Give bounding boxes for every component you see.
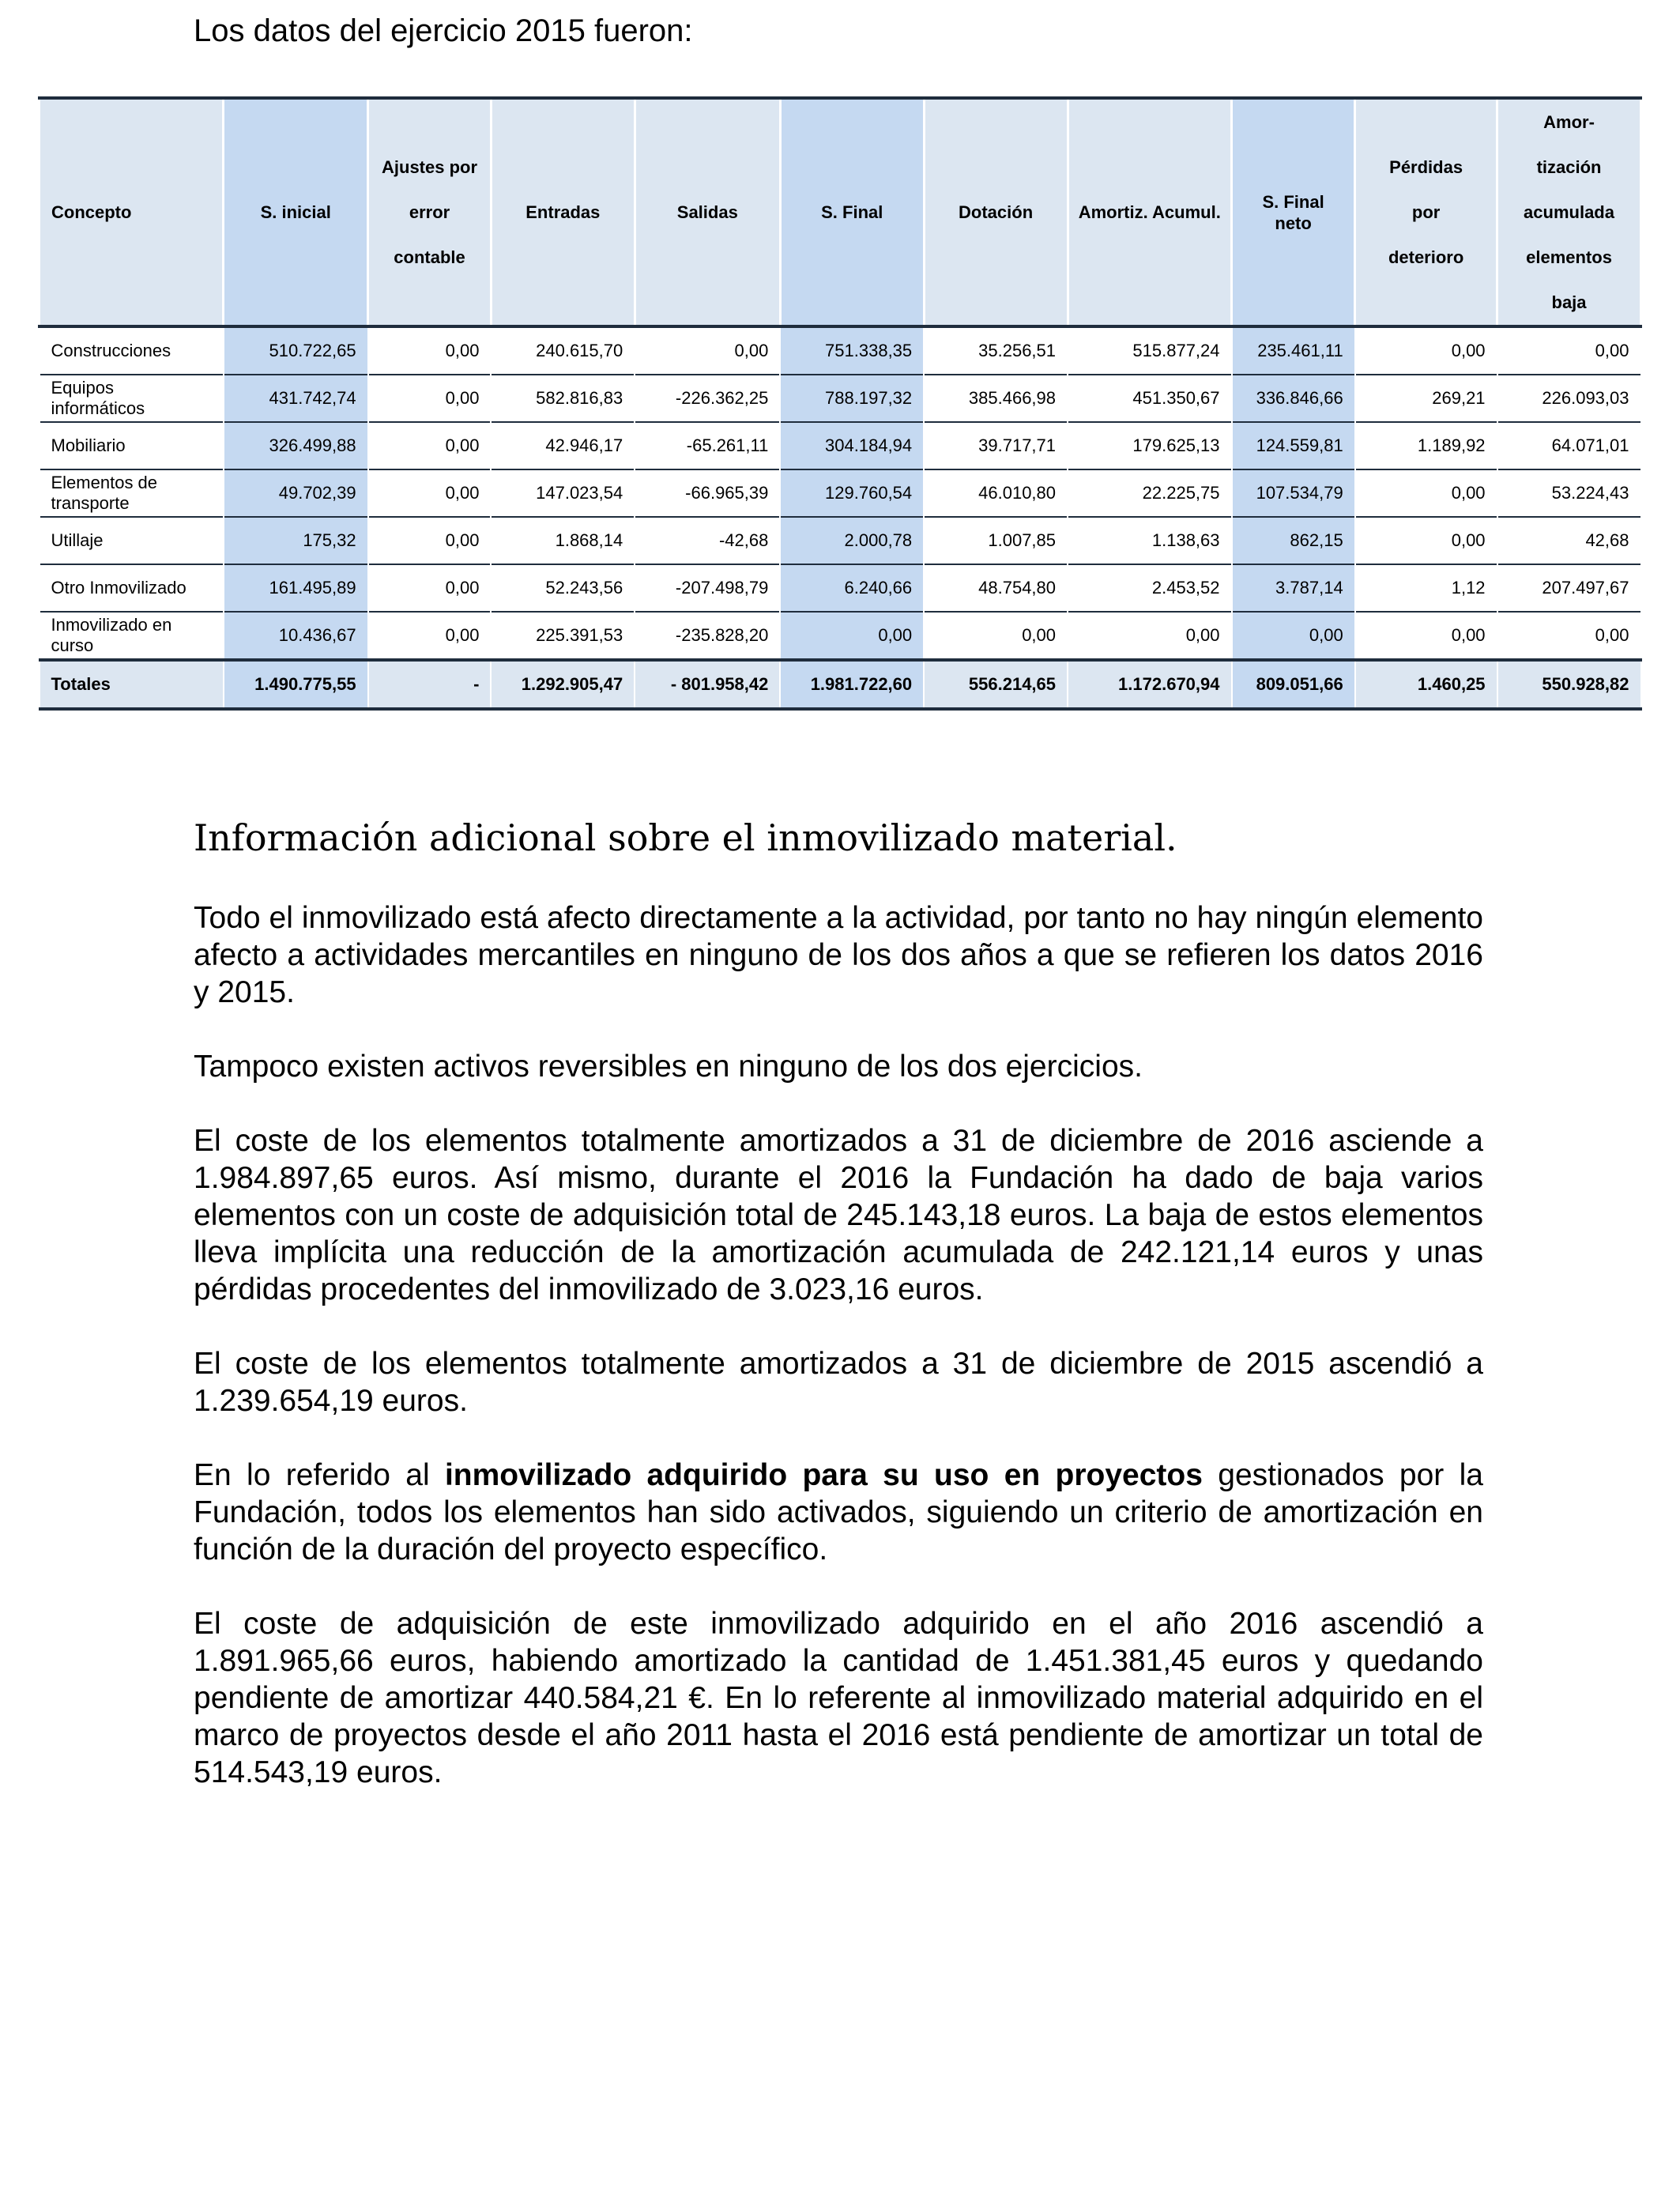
table-cell: 326.499,88 — [224, 422, 368, 469]
table-cell: -207.498,79 — [635, 564, 780, 612]
totals-cell: 1.292.905,47 — [491, 660, 635, 709]
table-cell: 510.722,65 — [224, 326, 368, 375]
header-ajustes: Ajustes por error contable — [368, 98, 492, 326]
table-cell: 385.466,98 — [924, 375, 1068, 422]
totals-cell: 550.928,82 — [1497, 660, 1641, 709]
totals-cell: 809.051,66 — [1232, 660, 1355, 709]
header-amort-baja: Amor- tización acumulada elementos baja — [1497, 98, 1641, 326]
totals-cell: 556.214,65 — [924, 660, 1068, 709]
table-cell: 161.495,89 — [224, 564, 368, 612]
header-dotacion: Dotación — [924, 98, 1068, 326]
table-cell: 515.877,24 — [1068, 326, 1232, 375]
table-cell: 0,00 — [780, 612, 924, 660]
table-cell: 240.615,70 — [491, 326, 635, 375]
table-cell: 226.093,03 — [1497, 375, 1641, 422]
table-cell: -42,68 — [635, 517, 780, 564]
row-label: Mobiliario — [40, 422, 224, 469]
totals-cell: 1.460,25 — [1355, 660, 1497, 709]
table-cell: 107.534,79 — [1232, 469, 1355, 517]
intro-text: Los datos del ejercicio 2015 fueron: — [194, 13, 693, 48]
table-cell: 179.625,13 — [1068, 422, 1232, 469]
header-perdidas: Pérdidas por deterioro — [1355, 98, 1497, 326]
table-cell: 862,15 — [1232, 517, 1355, 564]
totals-cell: 1.172.670,94 — [1068, 660, 1232, 709]
row-label: Construcciones — [40, 326, 224, 375]
totals-label: Totales — [40, 660, 224, 709]
table-cell: 336.846,66 — [1232, 375, 1355, 422]
table-cell: 39.717,71 — [924, 422, 1068, 469]
table-cell: 42.946,17 — [491, 422, 635, 469]
table-cell: 0,00 — [368, 375, 492, 422]
row-label: Utillaje — [40, 517, 224, 564]
table-cell: 0,00 — [368, 612, 492, 660]
table-cell: 0,00 — [924, 612, 1068, 660]
table-cell: 10.436,67 — [224, 612, 368, 660]
table-cell: 22.225,75 — [1068, 469, 1232, 517]
table-cell: 0,00 — [1068, 612, 1232, 660]
table-cell: 304.184,94 — [780, 422, 924, 469]
paragraph: El coste de los elementos totalmente amortizados a 31 de diciembre de 2016 asciende a 1.984.897,65 euros. Así mismo, durante el 2016 la Fundación ha dado de baja varios elementos con un coste de adquisición total de 245.143,18 euros. La baja de estos elementos lleva implícita una reducción de la amortización acumulada de 242.121,14 euros y unas pérdidas procedentes del inmovilizado de 3.023,16 euros. — [194, 1124, 1483, 1306]
row-label: Inmovilizado en curso — [40, 612, 224, 660]
table-cell: 0,00 — [1355, 469, 1497, 517]
table-cell: 0,00 — [368, 469, 492, 517]
paragraph: En lo referido al inmovilizado adquirido para su uso en proyectos gestionados por la Fundación, todos los elementos han sido activados, siguiendo un criterio de amortización en función de la duración del proyecto específico. — [194, 1458, 1483, 1566]
table-row — [40, 326, 1641, 375]
table-cell: 1,12 — [1355, 564, 1497, 612]
header-amortiz-acumul: Amortiz. Acumul. — [1068, 98, 1232, 326]
table-cell: 0,00 — [368, 564, 492, 612]
table-cell: 1.138,63 — [1068, 517, 1232, 564]
table-cell: 53.224,43 — [1497, 469, 1641, 517]
bold-phrase: inmovilizado adquirido para su uso en proyectos — [444, 1458, 1203, 1492]
row-label: Elementos de transporte — [40, 469, 224, 517]
paragraph: Tampoco existen activos reversibles en ninguno de los dos ejercicios. — [194, 1050, 1143, 1084]
table-row — [40, 469, 1641, 517]
table-cell: -226.362,25 — [635, 375, 780, 422]
table-cell: 46.010,80 — [924, 469, 1068, 517]
table-cell: 0,00 — [1355, 326, 1497, 375]
row-label: Otro Inmovilizado — [40, 564, 224, 612]
table-cell: 451.350,67 — [1068, 375, 1232, 422]
table-cell: 124.559,81 — [1232, 422, 1355, 469]
table-row — [40, 564, 1641, 612]
table-cell: 129.760,54 — [780, 469, 924, 517]
table-cell: -65.261,11 — [635, 422, 780, 469]
table-cell: 1.189,92 — [1355, 422, 1497, 469]
table-cell: 48.754,80 — [924, 564, 1068, 612]
totals-cell: - 801.958,42 — [635, 660, 780, 709]
table-cell: 431.742,74 — [224, 375, 368, 422]
table-cell: 52.243,56 — [491, 564, 635, 612]
table-cell: 3.787,14 — [1232, 564, 1355, 612]
table-cell: 582.816,83 — [491, 375, 635, 422]
table-cell: 788.197,32 — [780, 375, 924, 422]
table-cell: 0,00 — [368, 422, 492, 469]
header-salidas: Salidas — [635, 98, 780, 326]
table-cell: 2.000,78 — [780, 517, 924, 564]
table-cell: 0,00 — [1355, 612, 1497, 660]
table-row — [40, 375, 1641, 422]
table-cell: 235.461,11 — [1232, 326, 1355, 375]
header-concepto: Concepto — [40, 98, 224, 326]
header-s-inicial: S. inicial — [224, 98, 368, 326]
table-cell: 42,68 — [1497, 517, 1641, 564]
table-cell: -235.828,20 — [635, 612, 780, 660]
table-cell: 175,32 — [224, 517, 368, 564]
table-row — [40, 422, 1641, 469]
table-cell: 0,00 — [1497, 612, 1641, 660]
section-title: Información adicional sobre el inmovilizado material. — [194, 816, 1177, 859]
table-cell: 1.868,14 — [491, 517, 635, 564]
totals-cell: 1.981.722,60 — [780, 660, 924, 709]
table-row — [40, 517, 1641, 564]
table-cell: 0,00 — [635, 326, 780, 375]
table-cell: 269,21 — [1355, 375, 1497, 422]
table-cell: 751.338,35 — [780, 326, 924, 375]
header-s-final: S. Final — [780, 98, 924, 326]
table-cell: 207.497,67 — [1497, 564, 1641, 612]
table-row — [40, 612, 1641, 660]
header-entradas: Entradas — [491, 98, 635, 326]
header-s-final-neto: S. Final neto — [1232, 98, 1355, 326]
table-cell: 0,00 — [1355, 517, 1497, 564]
table-cell: 49.702,39 — [224, 469, 368, 517]
totals-cell: - — [368, 660, 492, 709]
table-cell: 225.391,53 — [491, 612, 635, 660]
table-cell: 0,00 — [368, 517, 492, 564]
table-cell: 64.071,01 — [1497, 422, 1641, 469]
paragraph: Todo el inmovilizado está afecto directamente a la actividad, por tanto no hay ningún elemento afecto a actividades mercantiles en ninguno de los dos años a que se refieren los datos 2016 y 2015. — [194, 901, 1483, 1009]
table-cell: 0,00 — [1232, 612, 1355, 660]
paragraph: El coste de los elementos totalmente amortizados a 31 de diciembre de 2015 ascendió a 1.239.654,19 euros. — [194, 1347, 1483, 1418]
row-label: Equipos informáticos — [40, 375, 224, 422]
body-text — [194, 899, 1483, 1828]
table-cell: -66.965,39 — [635, 469, 780, 517]
paragraph: El coste de adquisición de este inmovilizado adquirido en el año 2016 ascendió a 1.891.965,66 euros, habiendo amortizado la cantidad de 1.451.381,45 euros y quedando pendiente de amortizar 440.584,21 €. En lo referente al inmovilizado material adquirido en el marco de proyectos desde el año 2011 hasta el 2016 está pendiente de amortizar un total de 514.543,19 euros. — [194, 1607, 1483, 1789]
table-cell: 0,00 — [1497, 326, 1641, 375]
table-cell: 6.240,66 — [780, 564, 924, 612]
table-cell: 35.256,51 — [924, 326, 1068, 375]
table-header-row — [40, 98, 1641, 326]
fixed-assets-table — [38, 96, 1642, 711]
totals-cell: 1.490.775,55 — [224, 660, 368, 709]
totals-row — [40, 660, 1641, 709]
table-cell: 1.007,85 — [924, 517, 1068, 564]
table-cell: 2.453,52 — [1068, 564, 1232, 612]
table-cell: 147.023,54 — [491, 469, 635, 517]
table-cell: 0,00 — [368, 326, 492, 375]
